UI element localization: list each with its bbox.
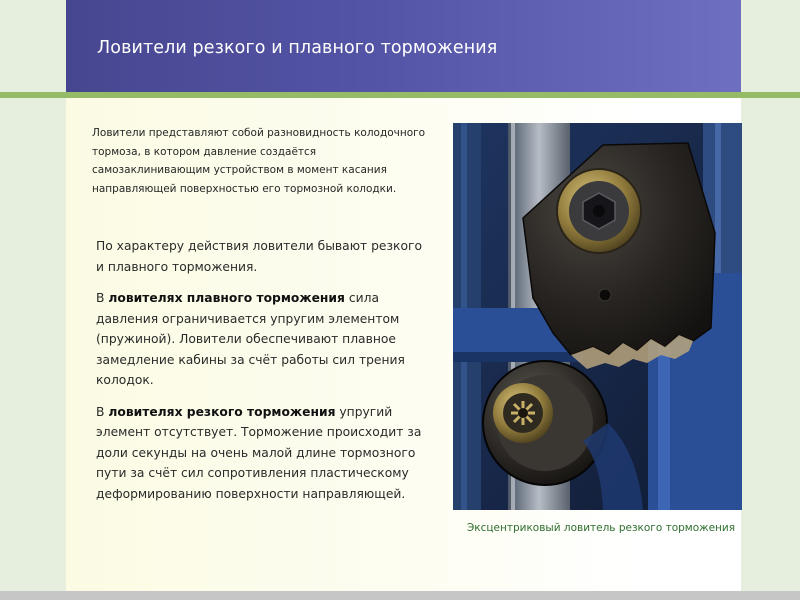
intro-text: Ловители представляют собой разновидность колодочного тормоза, в котором давление создаётся самозаклинивающим устройством в момент касания направляющей поверхностью его тормозной колодки. [92,127,426,195]
slide-title: Ловители резкого и плавного торможения [97,38,498,58]
paragraph-term-sharp: ловителях резкого торможения [108,404,336,419]
paragraph-text: В [96,291,109,305]
paragraph-sharp-braking [96,402,426,505]
safety-gear-photo [453,123,742,510]
paragraph-term-smooth: ловителях плавного торможения [108,291,345,305]
paragraph-text: В [96,404,109,419]
paragraph-text: По характеру действия ловители бывают резкого и плавного торможения. [96,239,422,274]
body-text [96,236,426,515]
left-side-strip [0,0,66,600]
right-side-strip [741,0,800,600]
paragraph-smooth-braking [96,288,426,391]
paragraph-text: сила давления ограничивается упругим элементом (пружиной). Ловители обеспечивают плавное замедление кабины за счёт работы сил трения колодок. [96,291,405,387]
photo-caption: Эксцентриковый ловитель резкого торможения [466,522,736,534]
paragraph-types [96,236,426,277]
paragraph-text: упругий элемент отсутствует. Торможение происходит за доли секунды на очень малой длине тормозного пути за счёт сил сопротивления пластическому деформированию поверхности направляющей. [96,404,422,501]
bottom-bar [0,591,800,600]
